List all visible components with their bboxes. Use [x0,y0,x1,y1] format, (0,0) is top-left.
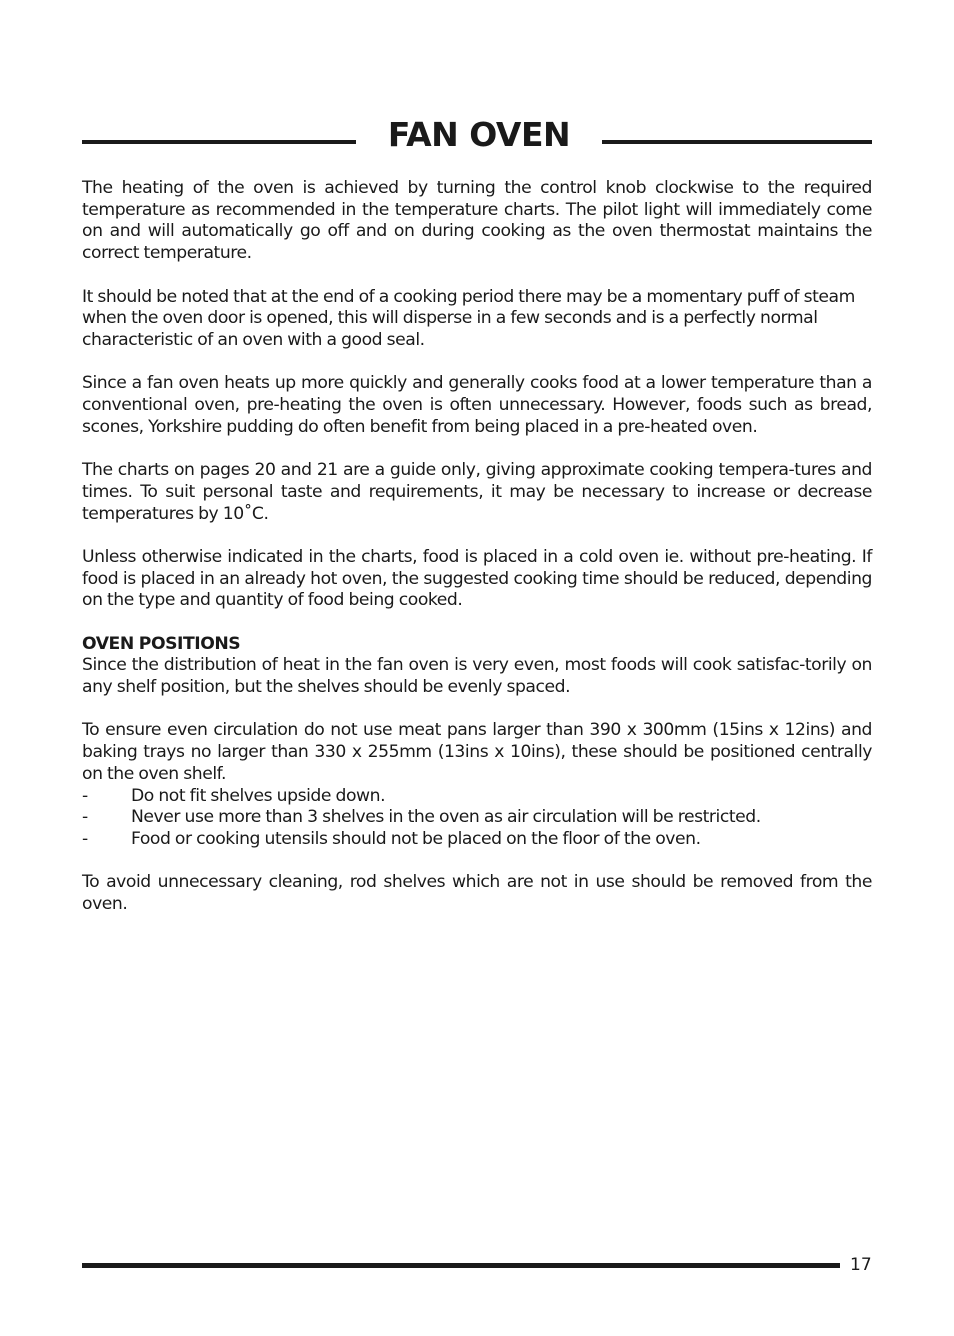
list-item-text: Food or cooking utensils should not be placed on the floor of the oven. [131,829,701,849]
paragraph-heating: The heating of the oven is achieved by turning the control knob clockwise to the required temperature as recommended in the temperature charts. The pilot light will immediately come on and will automatically go off and on during cooking as the oven thermostat maintains the correct temperature. [82,178,872,264]
section-heading-oven-positions: OVEN POSITIONS [82,633,241,654]
paragraph-preheating: Since a fan oven heats up more quickly and generally cooks food at a lower temperature than a conventional oven, pre-heating the oven is often unnecessary. However, foods such as bread, scones, Yorkshire pudding do often benefit from being placed in a pre-heated oven. [82,373,872,437]
list-item [82,829,872,851]
page-title: FAN OVEN [387,115,571,154]
shelf-guidance-list [82,786,872,851]
list-item [82,786,872,808]
paragraph-circulation: To ensure even circulation do not use meat pans larger than 390 x 300mm (15ins x 12ins) and baking trays no larger than 330 x 255mm (13ins x 10ins), these should be positioned centrally on the oven shelf. [82,720,872,784]
list-dash: - [82,829,88,849]
title-rule-right [602,140,872,144]
paragraph-rod-shelves: To avoid unnecessary cleaning, rod shelves which are not in use should be removed from the oven. [82,872,872,915]
title-rule-left [82,140,356,144]
list-dash: - [82,807,88,828]
title-row [82,112,872,162]
paragraph-charts: The charts on pages 20 and 21 are a guide only, giving approximate cooking tempera-tures and times. To suit personal taste and requirements, it may be necessary to increase or decrease temperatures by 10˚C. [82,460,872,524]
page-content [82,178,872,937]
page-number: 17 [850,1255,872,1275]
footer-rule [82,1263,840,1268]
list-dash: - [82,785,88,806]
paragraph-steam: It should be noted that at the end of a cooking period there may be a momentary puff of steam when the oven door is opened, this will disperse in a few seconds and is a perfectly normal characteristic of an oven with a good seal. [82,286,855,350]
paragraph-heat-distribution: Since the distribution of heat in the fan oven is very even, most foods will cook satisfac-torily on any shelf position, but the shelves should be evenly spaced. [82,655,872,698]
list-item-text: Do not fit shelves upside down. [131,785,386,806]
list-item [82,807,872,829]
list-item-text: Never use more than 3 shelves in the oven as air circulation will be restricted. [131,807,761,828]
paragraph-cold-oven: Unless otherwise indicated in the charts, food is placed in a cold oven ie. without pre-heating. If food is placed in an already hot oven, the suggested cooking time should be reduced, depending on the type and quantity of food being cooked. [82,546,872,611]
